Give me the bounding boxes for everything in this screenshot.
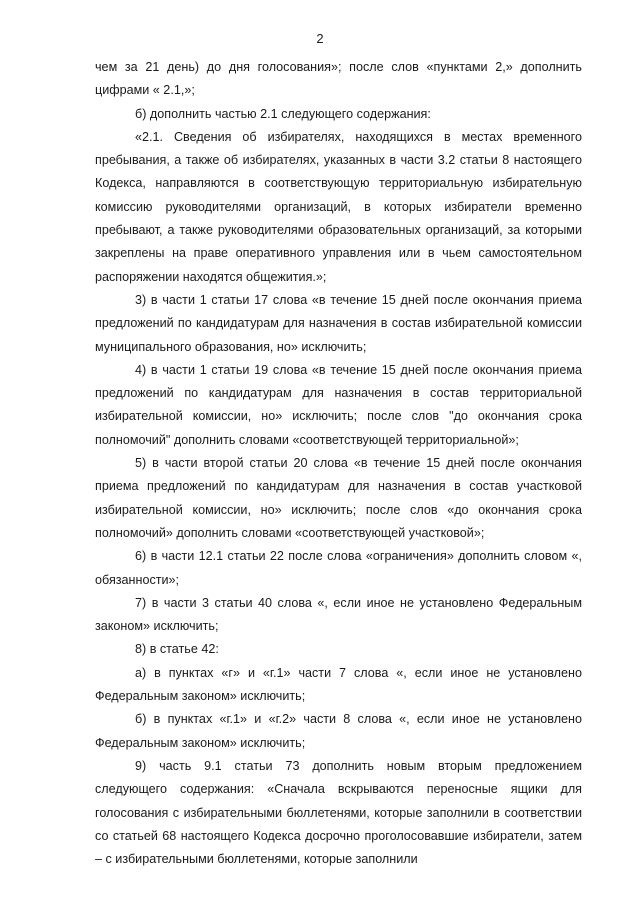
paragraph-item-8b: б) в пунктах «г.1» и «г.2» части 8 слова «, если иное не установлено Федеральным законом» исключить; [95,712,582,750]
paragraph-item-5: 5) в части второй статьи 20 слова «в течение 15 дней после окончания приема предложений по кандидатурам для назначения в состав участковой избирательной комиссии, но» исключить; после слов «до окончания срока полномочий» дополнить словами «соответствующей участковой»; [95,456,582,540]
page-number: 2 [316,31,324,46]
paragraph-item-6: 6) в части 12.1 статьи 22 после слова «ограничения» дополнить словом «, обязанности»; [95,549,582,587]
paragraph-continuation: чем за 21 день) до дня голосования»; после слов «пунктами 2,» дополнить цифрами « 2.1,»; [95,60,582,98]
paragraph-item-7: 7) в части 3 статьи 40 слова «, если иное не установлено Федеральным законом» исключить; [95,595,582,634]
paragraph-item-b: б) дополнить частью 2.1 следующего содержания: [135,106,431,121]
paragraph-item-3: 3) в части 1 статьи 17 слова «в течение 15 дней после окончания приема предложений по кандидатурам для назначения в состав избирательной комиссии муниципального образования, но» исключить; [95,292,582,354]
paragraph-item-9: 9) часть 9.1 статьи 73 дополнить новым вторым предложением следующего содержания: «Сначала вскрываются переносные ящики для голосования с избирательными бюллетенями, которые заполнили в соответствии со статьей 68 настоящего Кодекса досрочно проголосовавшие избиратели, затем – с избирательными бюллетенями, которые заполнили [95,758,582,867]
paragraph-item-4: 4) в части 1 статьи 19 слова «в течение 15 дней после окончания приема предложений по кандидатурам для назначения в состав территориальной избирательной комиссии, но» исключить; после слов "до окончания срока полномочий" дополнить словами «соответствующей территориальной»; [95,362,582,447]
paragraph-item-8a: а) в пунктах «г» и «г.1» части 7 слова «, если иное не установлено Федеральным законом» исключить; [95,665,582,704]
paragraph-item-8: 8) в статье 42: [135,642,219,657]
paragraph-quote-2-1: «2.1. Сведения об избирателях, находящихся в местах временного пребывания, а также об избирателях, указанных в части 3.2 статьи 8 настоящего Кодекса, направляются в соответствующую территориальную избирательную комиссию руководителями организаций, в которых избиратели временно пребывают, а также руководителями образовательных организаций, за которыми закреплены на праве оперативного управления или в чьем самостоятельном распоряжении находятся общежития.»; [95,129,582,284]
document-body [95,56,582,871]
